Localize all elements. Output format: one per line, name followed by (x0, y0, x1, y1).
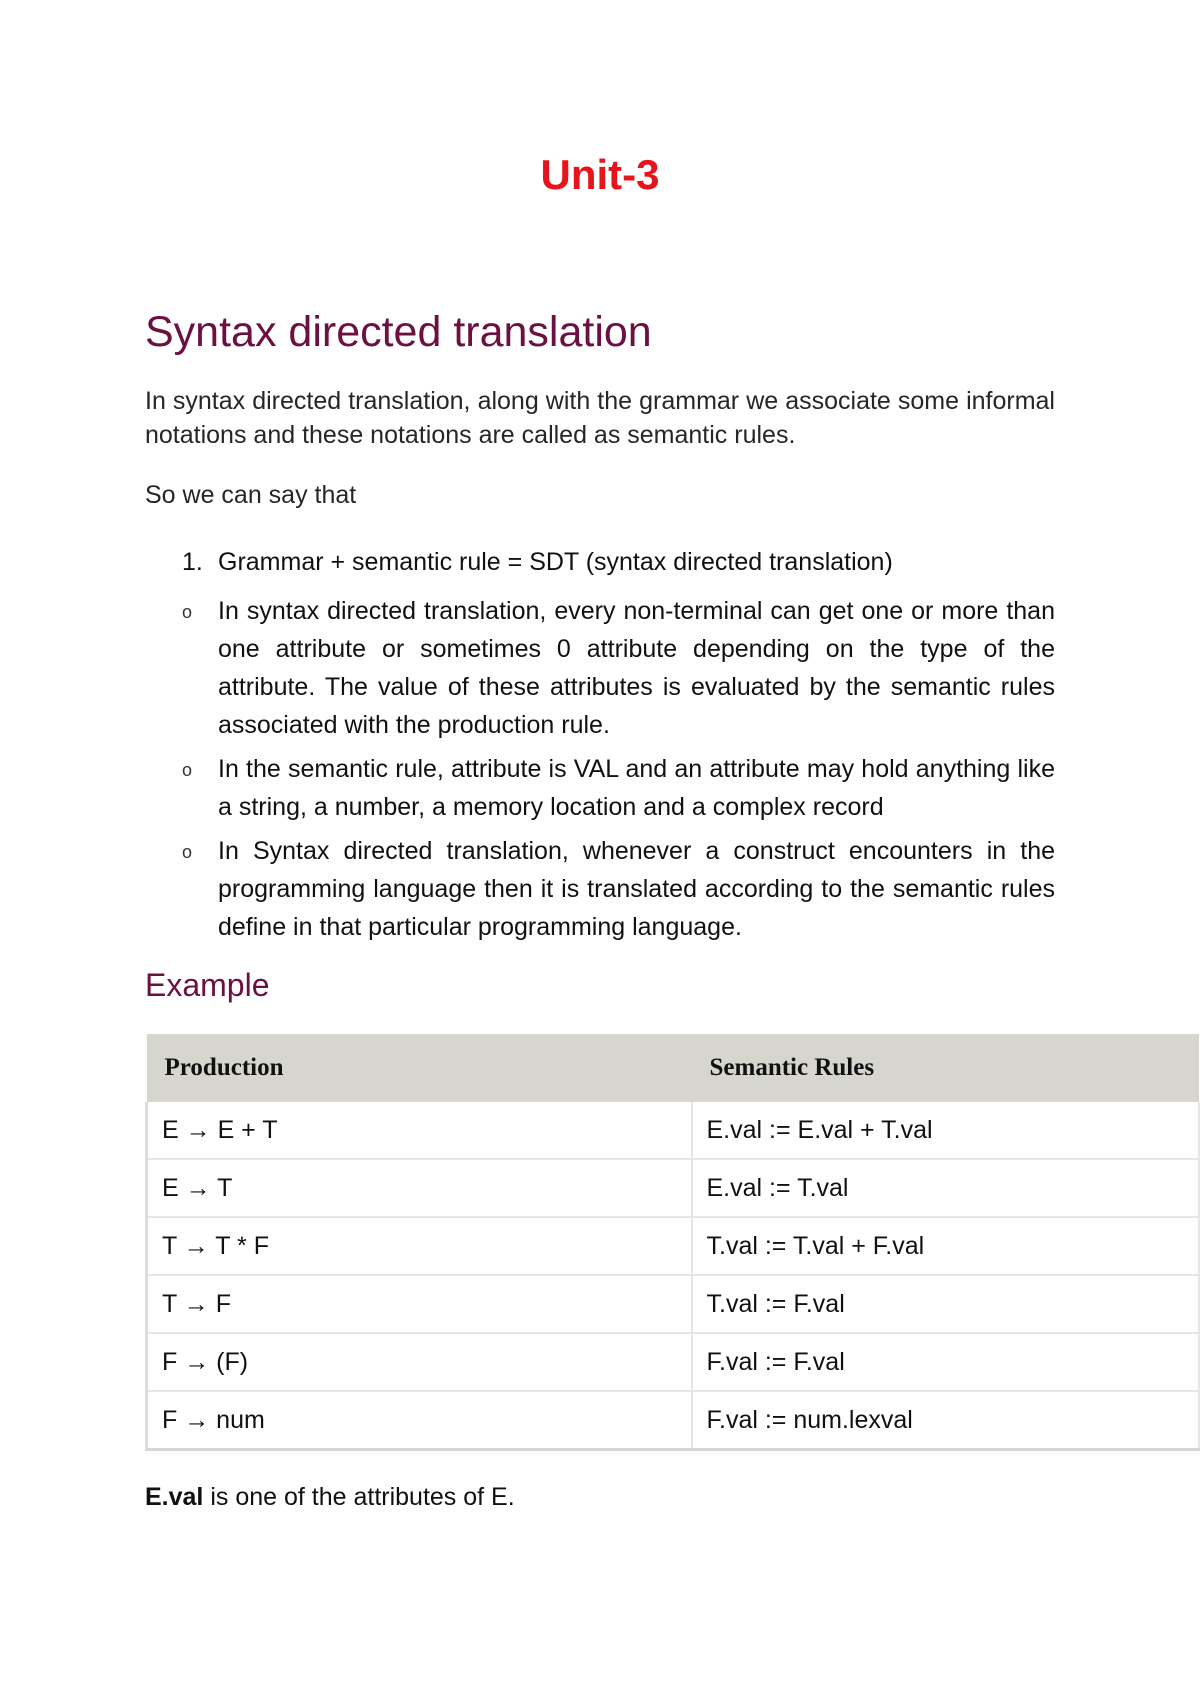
header-production: Production (147, 1034, 692, 1102)
bullet-marker-icon: o (182, 760, 193, 780)
list-item-text: Grammar + semantic rule = SDT (syntax directed translation) (218, 548, 893, 576)
bullet-item (182, 750, 1055, 826)
bullet-item (182, 832, 1055, 946)
table-header-row (147, 1034, 1200, 1102)
table-row (147, 1275, 1200, 1333)
numbered-list-item (182, 545, 893, 579)
production-cell: E → T (147, 1159, 692, 1217)
semantic-rule-cell: E.val := T.val (692, 1159, 1200, 1217)
semantic-rule-cell: E.val := E.val + T.val (692, 1102, 1200, 1159)
bullet-marker-icon: o (182, 842, 193, 862)
note-line (145, 1480, 515, 1514)
production-cell: F → (F) (147, 1333, 692, 1391)
production-cell: T → F (147, 1275, 692, 1333)
semantic-rule-cell: T.val := T.val + F.val (692, 1217, 1200, 1275)
bullet-text: In Syntax directed translation, whenever a construct encounters in the programming language then it is translated according to the semantic rules define in that particular programming language. (218, 837, 1055, 941)
table-row (147, 1391, 1200, 1450)
example-heading: Example (145, 967, 270, 1003)
sdt-table (145, 1034, 1200, 1451)
so-line: So we can say that (145, 481, 357, 509)
table-row (147, 1159, 1200, 1217)
bullet-item (182, 592, 1055, 744)
intro-paragraph: In syntax directed translation, along with the grammar we associate some informal notations and these notations are called as semantic rules. (145, 387, 1055, 449)
semantic-rule-cell: F.val := num.lexval (692, 1391, 1200, 1450)
note-bold-term: E.val (145, 1483, 204, 1511)
production-cell: T → T * F (147, 1217, 692, 1275)
bullet-text: In the semantic rule, attribute is VAL and an attribute may hold anything like a string, a number, a memory location and a complex record (218, 755, 1055, 821)
section-title: Syntax directed translation (145, 308, 652, 356)
table-row (147, 1217, 1200, 1275)
bullet-list (182, 592, 1055, 952)
unit-title: Unit-3 (540, 151, 660, 198)
semantic-rule-cell: T.val := F.val (692, 1275, 1200, 1333)
note-text: is one of the attributes of E. (203, 1483, 515, 1511)
production-cell: F → num (147, 1391, 692, 1450)
table-row (147, 1102, 1200, 1159)
list-number: 1. (182, 548, 203, 576)
production-cell: E → E + T (147, 1102, 692, 1159)
header-semantic-rules: Semantic Rules (692, 1034, 1200, 1102)
semantic-rule-cell: F.val := F.val (692, 1333, 1200, 1391)
bullet-marker-icon: o (182, 602, 193, 622)
bullet-text: In syntax directed translation, every non-terminal can get one or more than one attribute or sometimes 0 attribute depending on the type of the attribute. The value of these attributes is evaluated by the semantic rules associated with the production rule. (218, 597, 1055, 739)
table-row (147, 1333, 1200, 1391)
